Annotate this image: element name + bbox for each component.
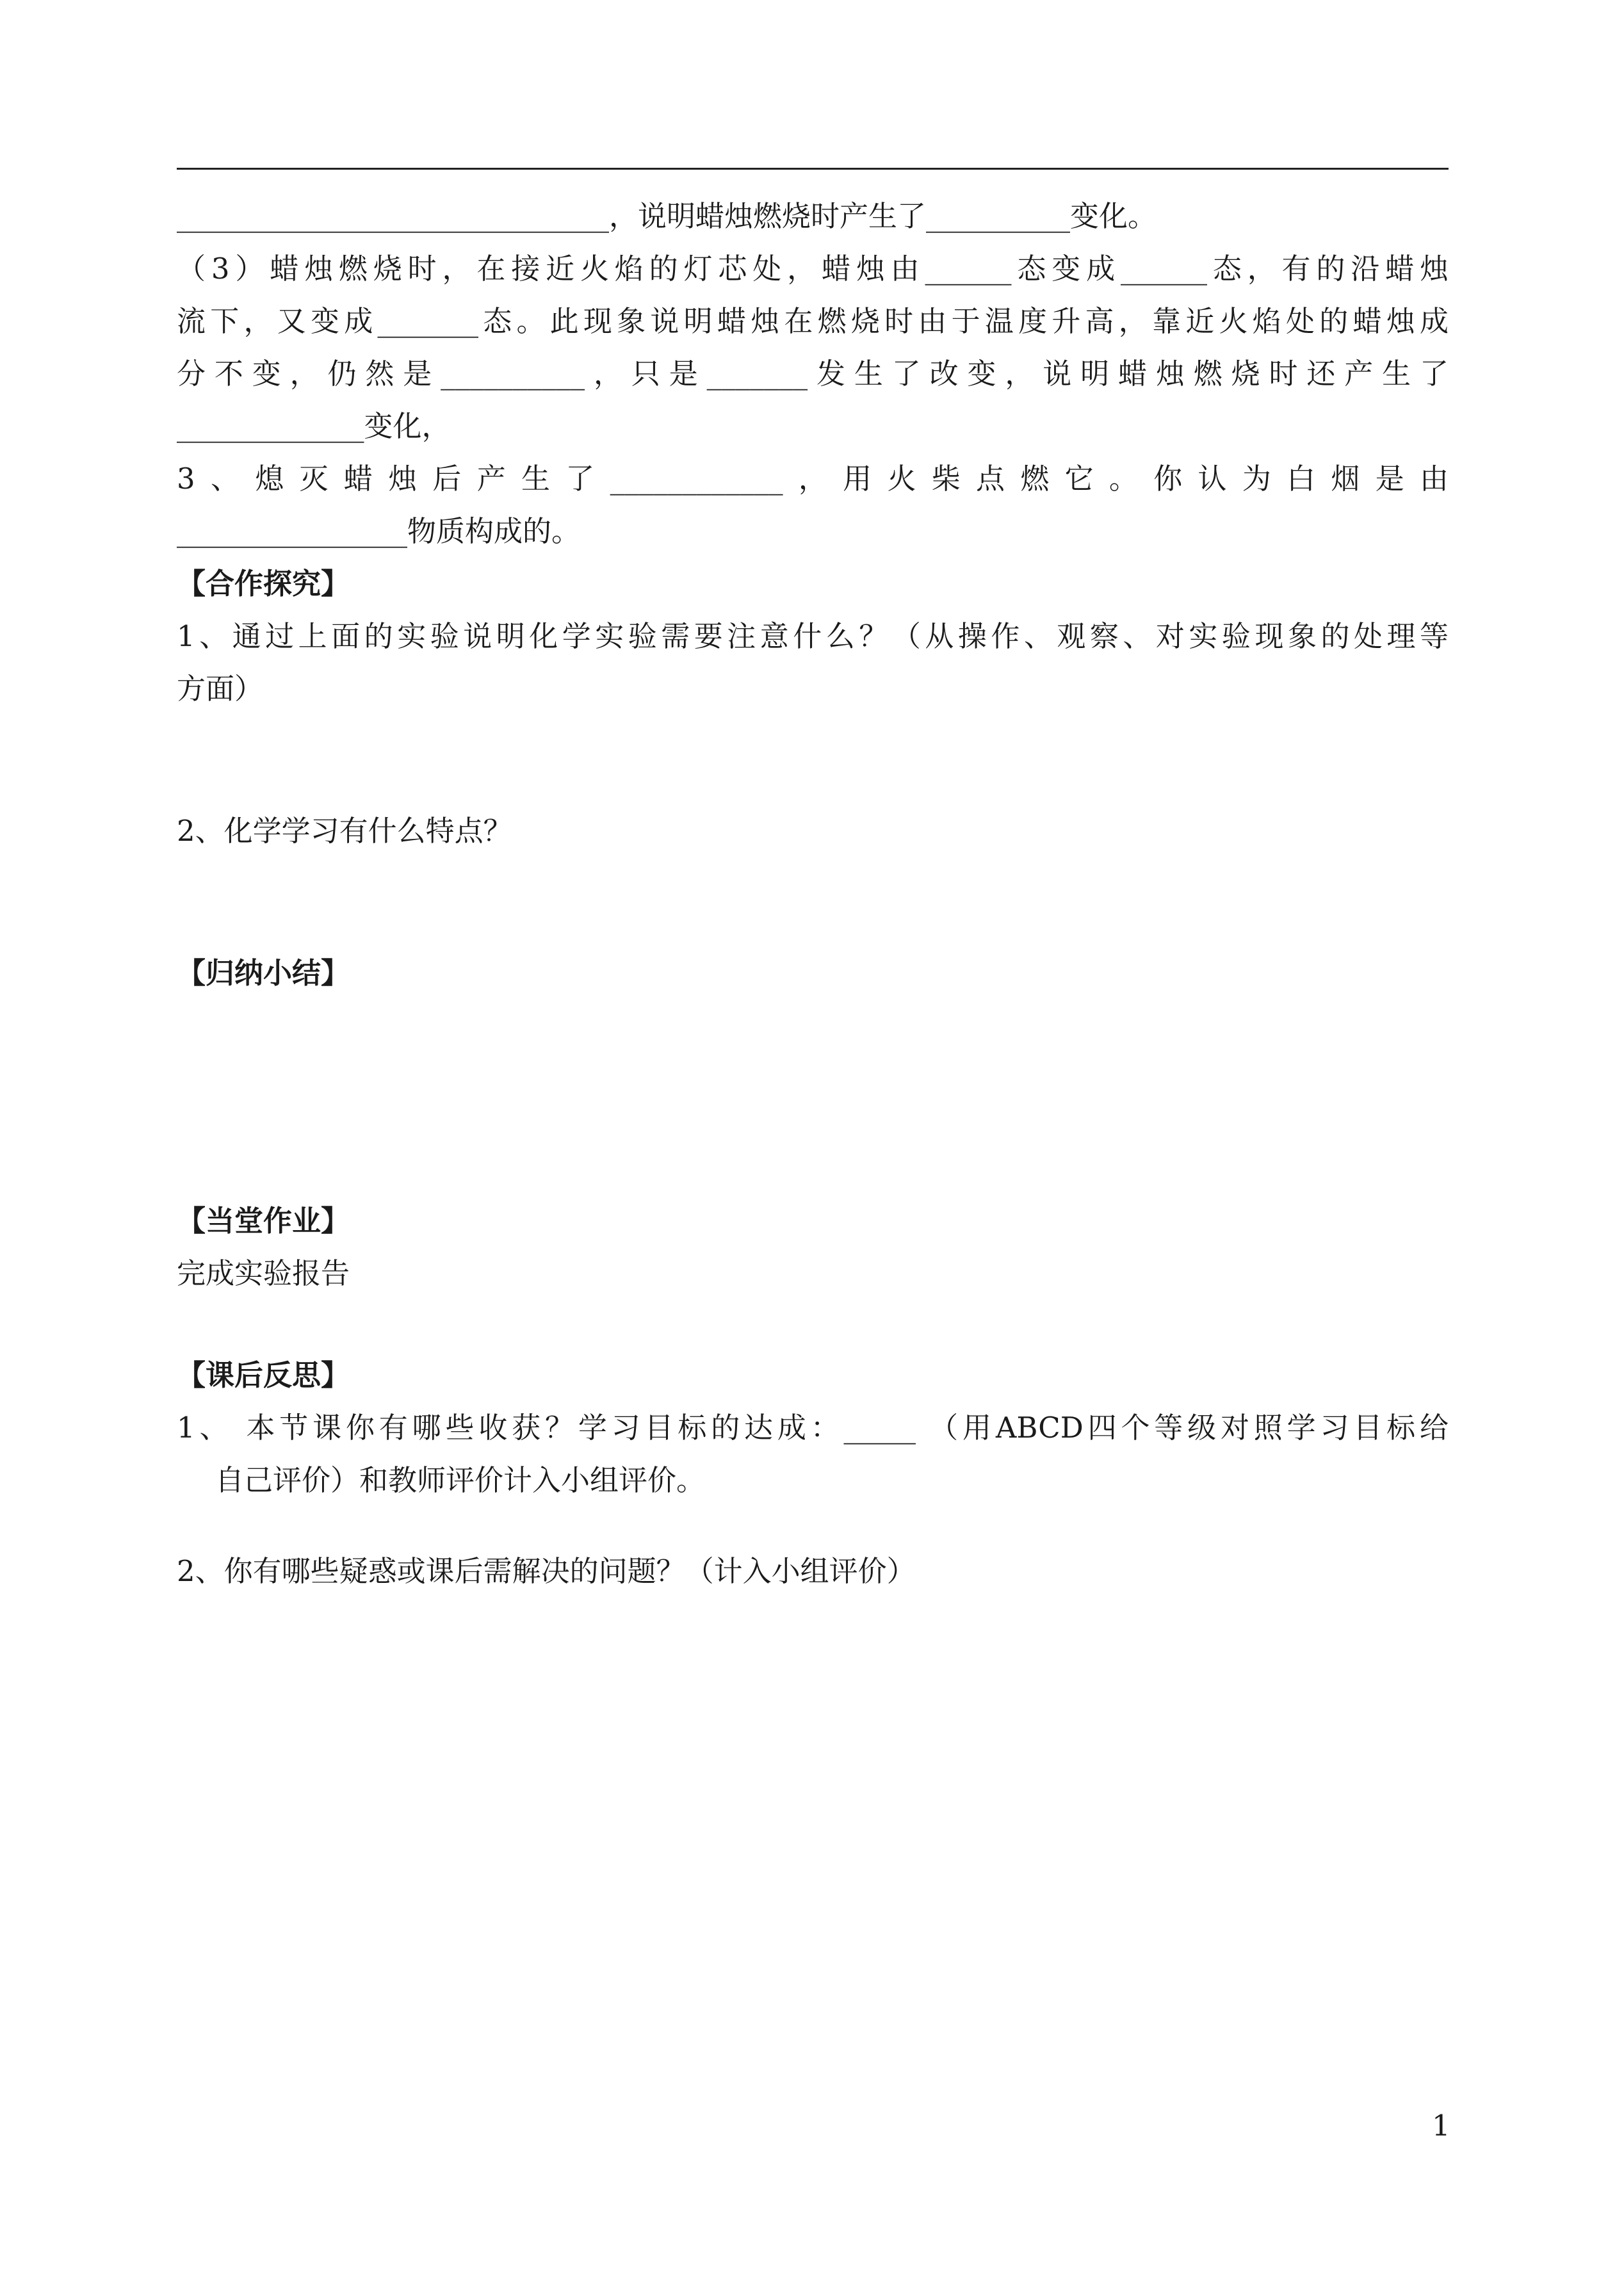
question-2: 2、化学学习有什么特点？ [177, 814, 512, 848]
reflection-question-1-line-2: 自己评价）和教师评价计入小组评价。 [215, 1463, 706, 1497]
text-line-5: _____________变化， [177, 409, 451, 443]
text-line-7: ________________物质构成的。 [177, 514, 581, 548]
text-line-6: 3、熄灭蜡烛后产生了____________，用火柴点燃它。你认为白烟是由 [177, 462, 1449, 496]
text-line-3: 流下，又变成_______态。此现象说明蜡烛在燃烧时由于温度升高，靠近火焰处的蜡烛成 [177, 304, 1449, 338]
classwork-text: 完成实验报告 [177, 1256, 350, 1290]
page-number: 1 [1432, 2109, 1450, 2143]
question-1-line-2: 方面） [177, 672, 264, 706]
header-rule [177, 168, 1449, 170]
section-heading-reflection: 【课后反思】 [177, 1358, 350, 1392]
text-line-1: ______________________________，说明蜡烛燃烧时产生了__________变化。 [177, 199, 1157, 233]
section-heading-cooperative-inquiry: 【合作探究】 [177, 567, 350, 601]
reflection-question-2: 2、你有哪些疑惑或课后需解决的问题？（计入小组评价） [177, 1554, 916, 1588]
section-heading-summary: 【归纳小结】 [177, 956, 350, 990]
text-line-4: 分不变，仍然是__________，只是_______发生了改变，说明蜡烛燃烧时还产生了 [177, 357, 1449, 391]
reflection-question-1-line-1: 1、 本节课你有哪些收获？学习目标的达成：_____ （用ABCD四个等级对照学习目标给 [177, 1411, 1449, 1445]
section-heading-classwork: 【当堂作业】 [177, 1204, 350, 1238]
question-1-line-1: 1、通过上面的实验说明化学实验需要注意什么？（从操作、观察、对实验现象的处理等 [177, 619, 1449, 653]
text-line-2: （3）蜡烛燃烧时，在接近火焰的灯芯处，蜡烛由______态变成______态，有的沿蜡烛 [177, 252, 1449, 286]
